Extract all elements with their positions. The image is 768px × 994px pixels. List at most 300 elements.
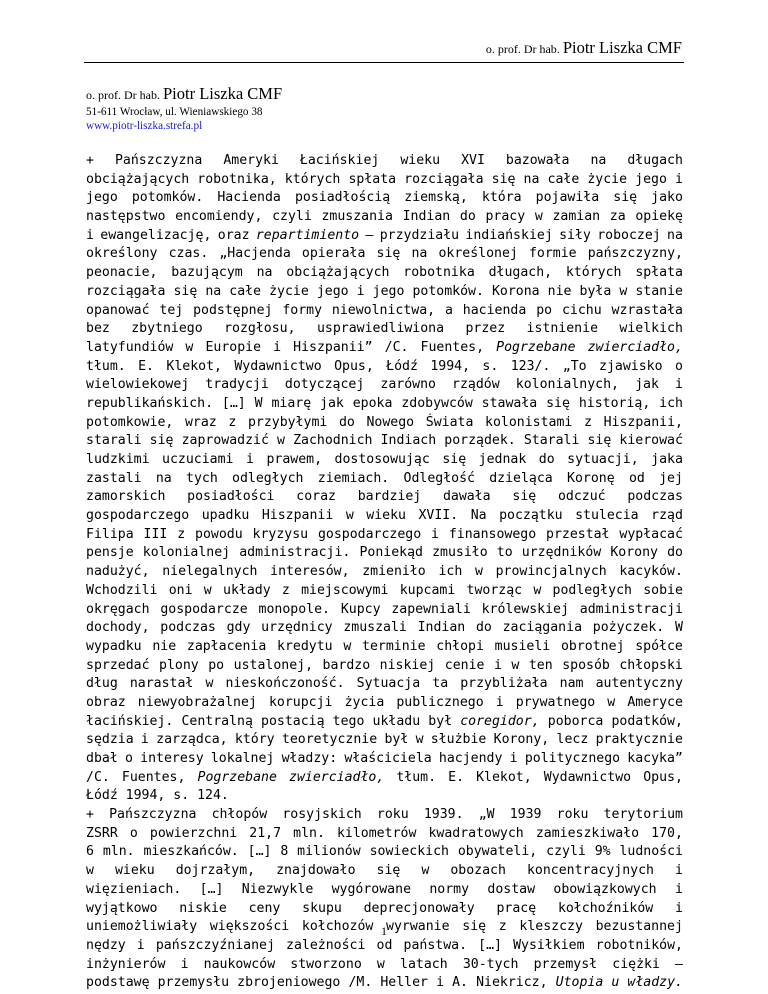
- word: na: [256, 265, 273, 281]
- text-line: [86, 956, 683, 975]
- word: obciążających: [286, 265, 390, 281]
- word: rozciągała: [86, 283, 166, 299]
- word: czyli: [546, 844, 586, 860]
- word: wieku: [114, 863, 155, 879]
- word: Hiszpanii”: [293, 339, 373, 355]
- text-line: [86, 283, 683, 302]
- word: formie: [528, 246, 577, 262]
- word: pożyczek.: [592, 620, 665, 636]
- word: dochody,: [86, 620, 150, 636]
- word: przybyłymi: [247, 414, 328, 430]
- word: tej: [159, 302, 184, 318]
- word: zdobywców: [401, 395, 473, 411]
- text-line: [86, 451, 683, 470]
- word: mln.: [102, 844, 135, 860]
- word: Ameryki: [223, 153, 279, 168]
- word: określony: [86, 246, 158, 262]
- word: rządów: [452, 377, 500, 393]
- word: prywatnego: [515, 694, 596, 710]
- word: ustalonej,: [233, 657, 314, 673]
- word: obozach: [450, 863, 506, 879]
- word: […]: [221, 395, 246, 411]
- word: chłopi: [436, 638, 484, 654]
- word: jak: [320, 395, 344, 411]
- word: Opus,: [643, 769, 683, 785]
- text-line: [86, 227, 683, 246]
- text-line: [86, 974, 683, 993]
- text-line: [86, 881, 683, 900]
- word: pańszczyzny,: [587, 246, 683, 262]
- word: wyrwanie: [386, 919, 450, 935]
- word: praktycznie: [595, 732, 683, 748]
- word: wygórowane: [331, 881, 412, 897]
- word: milionów: [297, 844, 361, 860]
- word: na: [523, 171, 540, 187]
- word: wielkich: [619, 321, 683, 337]
- word: był: [384, 732, 409, 748]
- word: i: [675, 863, 683, 879]
- author-block: [86, 84, 282, 133]
- word: cenie: [444, 657, 485, 673]
- word: zaciągania: [502, 620, 583, 636]
- word: Europie: [205, 339, 262, 355]
- word: na: [205, 283, 222, 299]
- text-line: [86, 582, 683, 601]
- text-line: [86, 657, 683, 676]
- word: nie: [152, 638, 177, 654]
- word: normy: [429, 881, 470, 897]
- word: w: [345, 508, 354, 524]
- word: koncentracyjnych: [526, 863, 654, 879]
- word: roboczej: [597, 227, 661, 243]
- word: i: [674, 171, 683, 187]
- word: bazowała: [505, 153, 570, 168]
- word: na: [155, 470, 172, 486]
- word: bez: [86, 321, 110, 337]
- word: w: [607, 694, 616, 710]
- word: dbał: [86, 751, 118, 766]
- word: w: [511, 657, 520, 673]
- word: prowincjalnych: [495, 564, 607, 580]
- word: w: [376, 956, 385, 972]
- word: epoka: [352, 395, 393, 411]
- word: roku: [376, 807, 409, 823]
- word: Niekricz,: [476, 975, 548, 991]
- word: ludności: [619, 844, 683, 860]
- word: podatków,: [611, 713, 683, 729]
- word: oni: [168, 582, 193, 598]
- word: ewangelizację,: [100, 227, 212, 243]
- word: zwierciadło,: [587, 339, 683, 355]
- word: zamorskich: [86, 489, 166, 505]
- word: kacyków.: [619, 564, 683, 580]
- word: w: [203, 582, 212, 598]
- word: Świata: [425, 414, 474, 430]
- word: po: [208, 657, 225, 673]
- word: upadku: [201, 508, 250, 524]
- word: Hiszpanii,: [603, 414, 683, 430]
- word: porządek.: [444, 433, 516, 449]
- word: niskiej: [379, 657, 436, 673]
- word: cichu: [561, 302, 602, 318]
- word: Łacińskiej: [299, 153, 380, 168]
- word: 1994,: [430, 358, 471, 374]
- word: kolonialnych,: [515, 377, 619, 393]
- word: 21,7: [249, 825, 282, 841]
- word: wieku: [400, 153, 441, 168]
- word: podczas: [160, 620, 216, 636]
- word: i: [356, 283, 365, 299]
- word: W: [254, 395, 263, 411]
- word: niskie: [179, 900, 227, 916]
- word: służbie: [430, 732, 487, 748]
- word: stworzono: [290, 956, 362, 972]
- word: tego: [332, 713, 365, 729]
- word: Nowego: [366, 414, 415, 430]
- word: życia: [344, 694, 385, 710]
- word: 1939.: [423, 807, 464, 823]
- word: się: [173, 283, 198, 299]
- text-line: [86, 507, 683, 526]
- word: z: [583, 414, 592, 430]
- word: dawała: [442, 489, 491, 505]
- word: zaprowadzić: [181, 433, 269, 449]
- word: Ameryce: [627, 694, 683, 710]
- word: […]: [247, 844, 272, 860]
- word: się: [546, 395, 570, 411]
- word: Koronę: [567, 470, 615, 486]
- text-line: [86, 563, 683, 582]
- word: obywateli,: [457, 844, 538, 860]
- word: stawała: [481, 395, 538, 411]
- word: w: [205, 676, 214, 692]
- text-line: [86, 339, 683, 358]
- word: miejscowymi: [301, 582, 389, 598]
- word: z: [498, 919, 507, 935]
- word: których: [565, 265, 622, 281]
- word: powierzchni: [149, 825, 238, 841]
- word: Na: [470, 508, 487, 524]
- text-line: [86, 376, 683, 395]
- word: deprecjonowały: [363, 900, 475, 916]
- word: 6: [86, 844, 94, 860]
- word: kwadratowych: [428, 825, 524, 841]
- word: o: [674, 358, 683, 374]
- word: zależności: [286, 937, 366, 953]
- word: jednak: [478, 452, 527, 467]
- word: właściciela: [344, 751, 432, 766]
- word: formy: [282, 302, 323, 318]
- word: nędzy: [86, 937, 126, 953]
- word: ziemską,: [404, 190, 468, 206]
- word: przemysł: [533, 956, 598, 972]
- word: zjawisko: [599, 358, 663, 374]
- word: +: [86, 153, 94, 168]
- word: dojrzałym,: [175, 863, 256, 879]
- word: przemysłu: [157, 975, 230, 991]
- word: /M.: [348, 975, 373, 991]
- word: usprawiedliwiona: [316, 321, 445, 337]
- running-header: [486, 38, 682, 58]
- word: wypadku: [86, 638, 142, 654]
- word: całe: [229, 283, 262, 299]
- author-line: [86, 84, 282, 105]
- word: i: [140, 732, 149, 748]
- word: Filipa: [86, 526, 134, 542]
- word: Fuentes,: [420, 339, 485, 355]
- word: państwa.: [403, 937, 468, 953]
- word: podczas: [627, 489, 683, 505]
- word: Korony: [610, 545, 658, 561]
- word: oraz: [217, 227, 250, 243]
- word: był: [428, 713, 453, 729]
- word: Klekot,: [166, 358, 222, 374]
- word: jego: [635, 171, 667, 187]
- word: roku: [556, 807, 589, 823]
- word: dostaw: [487, 881, 536, 897]
- word: Klekot,: [476, 769, 532, 785]
- word: zastali: [86, 470, 142, 486]
- word: prawem,: [266, 452, 323, 467]
- word: kacyka”: [627, 751, 683, 766]
- word: życie: [587, 171, 628, 187]
- word: władzy:: [281, 751, 338, 766]
- word: wypłacać: [619, 526, 683, 542]
- word: do: [459, 209, 476, 225]
- word: kryzysu: [252, 526, 309, 542]
- word: za: [609, 209, 626, 225]
- text-line: [86, 414, 683, 433]
- word: zapewniali: [391, 601, 471, 617]
- word: Łódź: [386, 358, 418, 374]
- word: peonacie,: [86, 265, 158, 281]
- word: 123/.: [510, 358, 551, 374]
- word: zarówno: [380, 377, 436, 393]
- word: na: [411, 246, 428, 262]
- word: odczuć: [557, 489, 606, 505]
- word: III: [143, 526, 168, 542]
- word: naukowców: [203, 956, 276, 972]
- word: bazującym: [171, 265, 243, 281]
- word: w: [619, 283, 628, 299]
- word: mln.: [293, 825, 325, 841]
- word: […]: [199, 881, 224, 897]
- word: nie: [547, 283, 572, 299]
- word: siły: [559, 227, 591, 243]
- text-line: [86, 526, 683, 545]
- word: spłata: [348, 171, 397, 187]
- word: i: [674, 377, 683, 393]
- word: dzieląca: [489, 470, 553, 486]
- word: tłum.: [86, 358, 126, 374]
- word: która: [481, 190, 522, 206]
- word: niewyobrażalnej: [137, 694, 257, 710]
- word: okręgach: [86, 601, 150, 617]
- text-line: [86, 395, 683, 414]
- word: Heller: [380, 975, 428, 991]
- word: sowieckich: [369, 844, 449, 860]
- word: XVII.: [418, 508, 459, 524]
- word: opierała: [301, 246, 366, 262]
- word: Zachodnich: [293, 433, 373, 449]
- word: jego: [372, 283, 405, 299]
- text-line: [86, 320, 683, 339]
- word: E.: [448, 769, 465, 785]
- word: który: [234, 732, 275, 748]
- word: Utopia: [555, 975, 604, 991]
- word: o: [124, 751, 133, 766]
- word: Indian: [417, 620, 466, 636]
- text-line: [86, 675, 683, 694]
- word: jej: [659, 470, 683, 486]
- word: skupu: [302, 900, 342, 916]
- word: latach: [400, 956, 448, 972]
- word: rozciągała: [404, 171, 484, 187]
- word: tłum.: [396, 769, 437, 785]
- word: i: [674, 900, 683, 916]
- word: od: [628, 470, 645, 486]
- word: korupcji: [268, 694, 333, 710]
- word: istnienie: [526, 321, 599, 337]
- word: i: [495, 694, 504, 710]
- word: gdy: [226, 620, 251, 636]
- word: zmusiło: [432, 545, 488, 561]
- word: Pogrzebane: [197, 769, 277, 785]
- text-line: [86, 189, 683, 208]
- text-line: [86, 843, 683, 862]
- word: Wydawnictwo: [543, 769, 632, 785]
- word: do: [538, 452, 555, 467]
- word: na: [667, 227, 683, 243]
- word: Opus,: [334, 358, 374, 374]
- word: ZSRR: [86, 825, 118, 841]
- text-line: [86, 601, 683, 620]
- word: i: [493, 657, 502, 673]
- word: w: [474, 564, 483, 580]
- word: spółce: [635, 638, 683, 654]
- word: do: [667, 545, 683, 561]
- word: wielowiekowej: [86, 377, 190, 393]
- word: „W: [478, 807, 495, 823]
- word: 9%: [594, 844, 611, 860]
- word: gospodarczego: [86, 508, 190, 524]
- text-line: [86, 713, 683, 732]
- word: Sytuacja: [356, 676, 421, 692]
- word: 30-tych: [462, 956, 519, 972]
- text-line: [86, 470, 683, 489]
- word: w: [415, 732, 424, 748]
- word: rosyjskich: [282, 807, 362, 823]
- author-prefix: o. prof. Dr hab.: [86, 88, 160, 102]
- text-line: [86, 358, 683, 377]
- word: u: [611, 975, 620, 991]
- word: się: [587, 433, 612, 449]
- word: kupcami: [399, 582, 456, 598]
- word: kierować: [619, 433, 683, 449]
- word: się: [149, 433, 174, 449]
- body-text: [86, 152, 683, 993]
- word: podstępnej: [193, 302, 273, 318]
- word: tych: [186, 470, 218, 486]
- word: Korona: [491, 283, 540, 299]
- text-line: [86, 694, 683, 713]
- author-website-link[interactable]: www.piotr-liszka.strefa.pl: [86, 120, 203, 132]
- word: Pańszczyzna: [109, 807, 197, 823]
- word: autentyczny: [595, 676, 683, 692]
- running-header-name: Piotr Liszka CMF: [562, 38, 682, 57]
- author-name: Piotr Liszka CMF: [162, 84, 283, 103]
- word: ludzkimi: [86, 452, 150, 467]
- word: zmieniło: [362, 564, 426, 580]
- word: sposób: [562, 657, 610, 673]
- word: uniemożliwiały: [86, 919, 198, 935]
- word: Hacienda: [217, 190, 281, 206]
- word: zmuszania: [321, 209, 393, 225]
- word: wyjątkowo: [86, 900, 158, 916]
- word: „Hacjenda: [219, 246, 291, 262]
- word: się: [613, 190, 638, 206]
- word: sędzia: [86, 732, 134, 748]
- word: indiańskiej: [465, 227, 553, 243]
- word: dostosowując: [334, 452, 430, 467]
- word: pojawiła: [535, 190, 600, 206]
- word: o: [129, 825, 138, 841]
- word: poborca: [547, 713, 604, 729]
- text-line: [86, 731, 683, 750]
- word: monopole.: [258, 601, 330, 617]
- word: niewolnictwa,: [331, 302, 436, 318]
- word: starali: [86, 433, 142, 449]
- word: hacjendy: [438, 751, 503, 766]
- word: 1939: [509, 807, 542, 823]
- word: Wydawnictwo: [234, 358, 322, 374]
- word: ciężki: [612, 956, 660, 972]
- word: +: [86, 807, 94, 823]
- word: a: [444, 302, 453, 318]
- word: do: [475, 620, 492, 636]
- word: gospodarczego: [317, 526, 422, 542]
- word: sprzedać: [86, 657, 150, 673]
- word: Poniekąd: [359, 545, 423, 561]
- word: się: [462, 919, 487, 935]
- word: /C.: [86, 769, 110, 785]
- word: opiekę: [635, 209, 683, 225]
- word: lecz: [556, 732, 589, 748]
- word: administracji.: [239, 545, 351, 561]
- word: 124.: [197, 788, 229, 804]
- word: podległych: [552, 582, 632, 598]
- word: nielegalnych: [162, 564, 258, 580]
- word: spłata: [635, 265, 683, 281]
- word: i: [509, 751, 518, 766]
- word: urzędników: [521, 545, 602, 561]
- word: pańszczyźnianej: [155, 937, 275, 953]
- word: w: [421, 863, 430, 879]
- word: znajdowało: [276, 863, 356, 879]
- word: Indian: [402, 209, 451, 225]
- text-line: [86, 825, 683, 844]
- word: przestał: [546, 526, 610, 542]
- word: zamian: [552, 209, 601, 225]
- word: tradycji: [205, 377, 269, 393]
- word: jako: [651, 190, 683, 206]
- word: ceny: [248, 900, 281, 916]
- word: wzrastała: [611, 302, 683, 318]
- word: interesów,: [270, 564, 350, 580]
- word: posiadłości: [187, 489, 275, 505]
- word: pensje: [86, 545, 134, 561]
- word: republikańskich.: [86, 395, 214, 411]
